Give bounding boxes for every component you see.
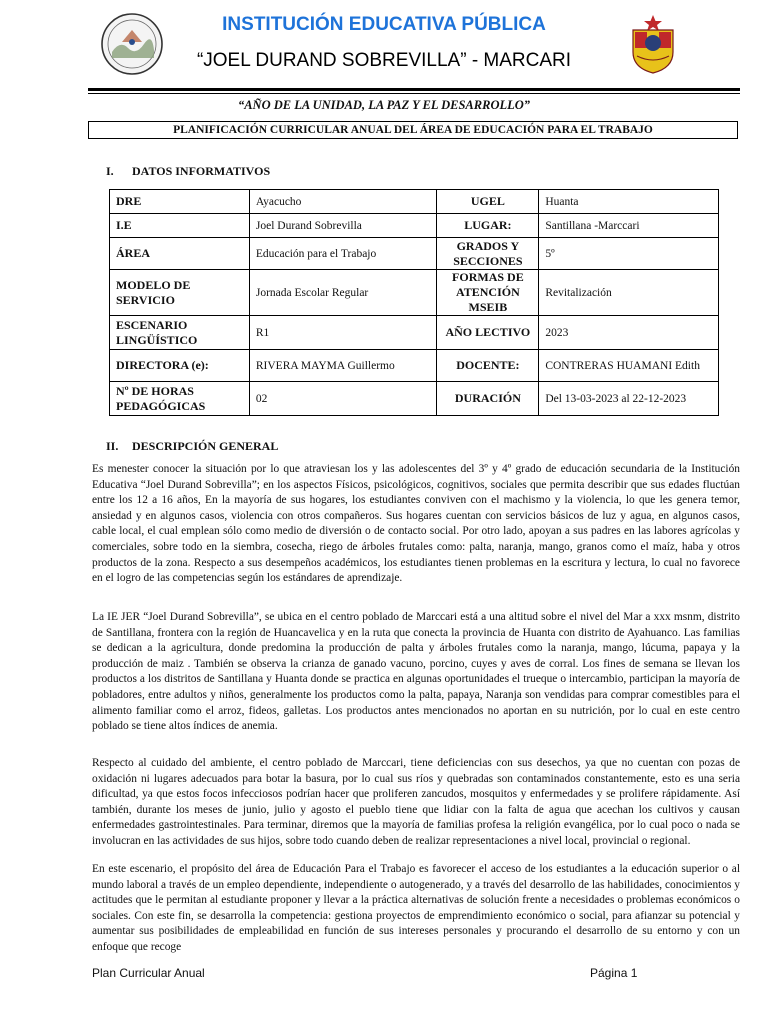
table-row: [110, 350, 719, 382]
section-number: I.: [106, 164, 114, 178]
table-row: [110, 214, 719, 238]
plan-title: PLANIFICACIÓN CURRICULAR ANUAL DEL ÁREA DE EDUCACIÓN PARA EL TRABAJO: [88, 121, 738, 139]
value-cell: 5º: [539, 238, 719, 270]
label-cell: Nº DE HORAS PEDAGÓGICAS: [110, 382, 250, 416]
value-cell: Revitalización: [539, 270, 719, 316]
paragraph-text: Respecto al cuidado del ambiente, el centro poblado de Marccari, tiene deficiencias con sus desechos, ya que no cuentan con pozas de oxidación ni lugares adecuados para botar la basura, por lo cual sus ríos y quebradas son contaminados constantemente, esto es una seria dificultad, ya que estos focos infecciosos podrían hacer que proliferen zancudos, mosquitos y enfermedades y se prolifere rápidamente. Así también, durante los meses de junio, julio y agosto el pueblo tiene que lidiar con la falta de agua que acechan los cultivos y causan enfermedades gastrointestinales. Para terminar, diremos que la mayoría de familias profesa la religión evangélica, por lo cual poco o nada se involucran en las actividades de sus hijos, sobre todo cuando deben de realizar representaciones a nivel local, provincial o regional.: [92, 757, 740, 847]
label-cell: AÑO LECTIVO: [437, 316, 539, 350]
table-row: [110, 270, 719, 316]
year-motto: “AÑO DE LA UNIDAD, LA PAZ Y EL DESARROLLO”: [237, 98, 531, 112]
section-number: II.: [106, 439, 119, 453]
section-title: DESCRIPCIÓN GENERAL: [132, 439, 279, 453]
header-rule-thick: [88, 88, 740, 91]
value-cell: Ayacucho: [249, 190, 437, 214]
value-cell: Jornada Escolar Regular: [249, 270, 437, 316]
label-cell: DURACIÓN: [437, 382, 539, 416]
label-cell: MODELO DE SERVICIO: [110, 270, 250, 316]
section-heading-descripcion: [106, 439, 278, 454]
label-cell: ÁREA: [110, 238, 250, 270]
paragraph-text: Es menester conocer la situación por lo que atraviesan los y las adolescentes del 3º y 4º grado de educación secundaria de la Institución Educativa “Joel Durand Sobrevilla”; en los aspectos Físicos, psicológicos, cognitivos, sociales que permita describir que sus edades fluctúan entre los 12 a 16 años, En la mayoría de sus hogares, los estudiantes conviven con el machismo y la violencia, lo que les genera temor, ansiedad y en algunos casos, violencia con otros compañeros. Sus hogares cuentan con servicios básicos de luz y agua, en algunos casos, cable local, el cual emplean sólo como medio de diversión o de contacto social. Por otro lado, apoyan a sus padres en las labores agrícolas y comerciales, sobre todo en la siembra, cosecha, riego de árboles frutales como: palta, naranja, mango, granos como el maíz, haba y otros productos de la zona. Respecto a sus desempeños académicos, los estudiantes tienen problemas en la escritura y lectura, lo cual no favorece en el logro de las competencias según los estándares de aprendizaje.: [92, 463, 740, 585]
label-cell: DIRECTORA (e):: [110, 350, 250, 382]
value-cell: R1: [249, 316, 437, 350]
label-cell: DOCENTE:: [437, 350, 539, 382]
table-row: [110, 190, 719, 214]
value-cell: 2023: [539, 316, 719, 350]
table-row: [110, 238, 719, 270]
label-cell: UGEL: [437, 190, 539, 214]
institution-title: INSTITUCIÓN EDUCATIVA PÚBLICA: [222, 14, 546, 35]
value-cell: Joel Durand Sobrevilla: [249, 214, 437, 238]
value-cell: 02: [249, 382, 437, 416]
table-row: [110, 382, 719, 416]
value-cell: Del 13-03-2023 al 22-12-2023: [539, 382, 719, 416]
school-name: “JOEL DURAND SOBREVILLA” - MARCARI: [196, 50, 572, 71]
value-cell: Santillana -Marccari: [539, 214, 719, 238]
paragraph-2: [92, 610, 740, 735]
label-cell: FORMAS DE ATENCIÓN MSEIB: [437, 270, 539, 316]
paragraph-text: En este escenario, el propósito del área de Educación Para el Trabajo es favorecer el acceso de los estudiantes a la educación superior o al mundo laboral a través de un empleo dependiente, independiente o autogenerado, y a través del desarrollo de las habilidades, conocimientos y actitudes que le permitan al estudiante proponer y llevar a la práctica alternativas de solución frente a necesidades o problemas económicos o sociales. Con este fin, se desarrolla la competencia: gestiona proyectos de emprendimiento económico o social, para afianzar su potencial y aumentar sus posibilidades de empleabilidad en función de sus intereses personales y procurando el desarrollo de su entorno y con un enfoque que recoge: [92, 863, 740, 953]
datos-informativos-table: [109, 189, 719, 416]
table-row: [110, 316, 719, 350]
paragraph-3: [92, 756, 740, 850]
section-title: DATOS INFORMATIVOS: [132, 164, 271, 178]
paragraph-1: [92, 462, 740, 587]
label-cell: LUGAR:: [437, 214, 539, 238]
value-cell: Educación para el Trabajo: [249, 238, 437, 270]
paragraph-text: La IE JER “Joel Durand Sobrevilla”, se ubica en el centro poblado de Marccari está a una altitud sobre el nivel del Mar a xxx msnm, distrito de Santillana, frontera con la región de Huancavelica y en la ruta que conecta la provincia de Huanta con distrito de Ayahuanco. Las familias se dedican a la agricultura, donde predomina la producción de palta y árboles frutales como la naranja, mango, lúcuma, papaya y la producción de maiz . También se observa la crianza de ganado vacuno, porcino, cuyes y aves de corral. Los fines de semana se llevan los productos a los distritos de Santillana y Huanta donde se practica en algunas oportunidades el trueque o intercambio, participan la mayoría de pobladores, entre adultos y niños, generalmente los productos como la palta, papaya, Naranja son vendidas para comprar comestibles para el alimento familiar como el arroz, fideos, galletas. Los productos antes mencionados no aportan en su nutrición, por lo cual en este centro poblado se tiene altos índices de anemia.: [92, 611, 740, 733]
value-cell: RIVERA MAYMA Guillermo: [249, 350, 437, 382]
label-cell: I.E: [110, 214, 250, 238]
label-cell: DRE: [110, 190, 250, 214]
footer-page-number: Página 1: [590, 966, 638, 980]
footer-document-name: Plan Curricular Anual: [92, 966, 205, 980]
header-rule-thin: [88, 93, 740, 94]
label-cell: GRADOS Y SECCIONES: [437, 238, 539, 270]
label-cell: ESCENARIO LINGÜÍSTICO: [110, 316, 250, 350]
value-cell: CONTRERAS HUAMANI Edith: [539, 350, 719, 382]
section-heading-datos: [106, 164, 270, 179]
paragraph-4: [92, 862, 740, 956]
value-cell: Huanta: [539, 190, 719, 214]
